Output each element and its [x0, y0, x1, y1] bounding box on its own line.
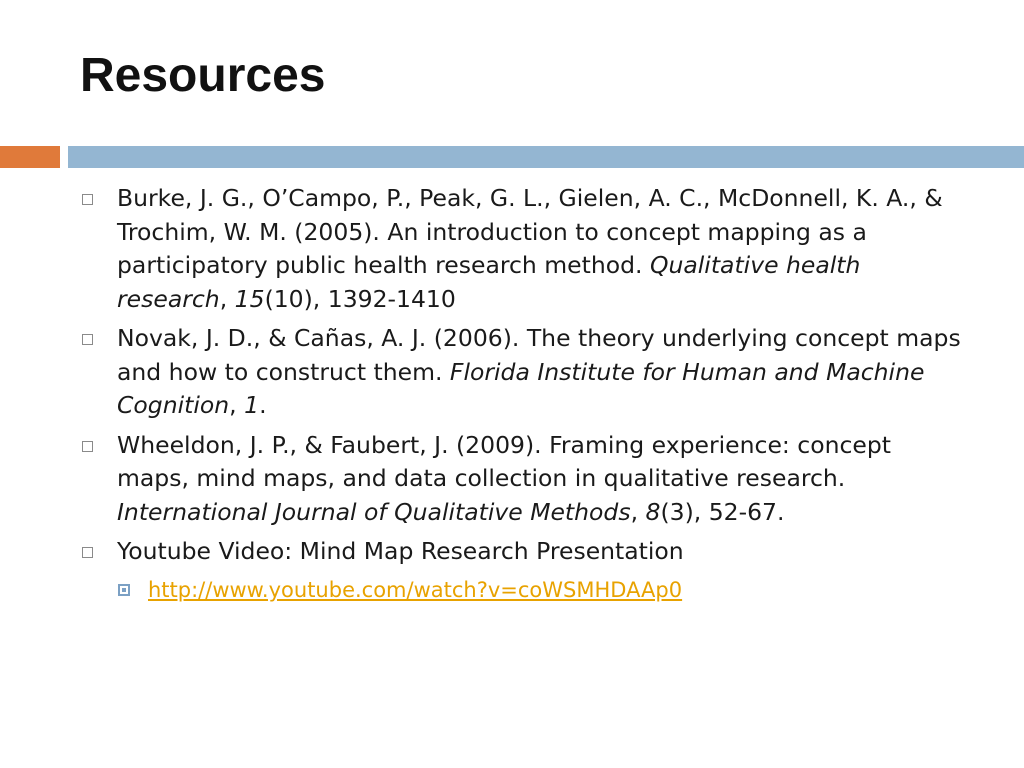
journal-title: Qualitative health research [117, 251, 861, 313]
volume: 8 [645, 497, 661, 526]
bullet-square-icon [82, 334, 93, 345]
accent-bar-orange [0, 146, 60, 168]
video-item [82, 535, 982, 569]
reference-item [82, 429, 982, 530]
video-link-item [118, 575, 982, 605]
reference-text: Wheeldon, J. P., & Faubert, J. (2009). Framing experience: concept maps, mind maps, and data collection in qualitative research. International Journal of Qualitative Methods, 8(3), 52-67. [117, 430, 891, 526]
reference-text: Novak, J. D., & Cañas, A. J. (2006). The theory underlying concept maps and how to construct them. Florida Institute for Human and Machine Cognition, 1. [117, 324, 961, 419]
volume: 1 [244, 391, 260, 419]
bullet-square-icon [82, 194, 93, 205]
journal-title: Florida Institute for Human and Machine Cognition [117, 357, 925, 419]
reference-item [82, 182, 982, 316]
reference-item [82, 322, 982, 423]
bullet-square-icon [82, 547, 93, 558]
reference-list [82, 182, 982, 605]
video-link[interactable]: http://www.youtube.com/watch?v=coWSMHDAAp0 [148, 577, 683, 602]
video-label: Youtube Video: Mind Map Research Presentation [117, 537, 684, 565]
bullet-square-icon [82, 441, 93, 452]
volume: 15 [234, 284, 265, 313]
sub-bullet-square-icon [118, 584, 130, 596]
journal-title: International Journal of Qualitative Methods [117, 497, 631, 526]
accent-bar-blue [68, 146, 1024, 168]
slide-title: Resources [80, 49, 326, 102]
reference-text: Burke, J. G., O’Campo, P., Peak, G. L., Gielen, A. C., McDonnell, K. A., & Trochim, W. M. (2005). An introduction to concept mapping as a participatory public health research method. Qualitative health research, 15(10), 1392-1410 [117, 184, 943, 313]
